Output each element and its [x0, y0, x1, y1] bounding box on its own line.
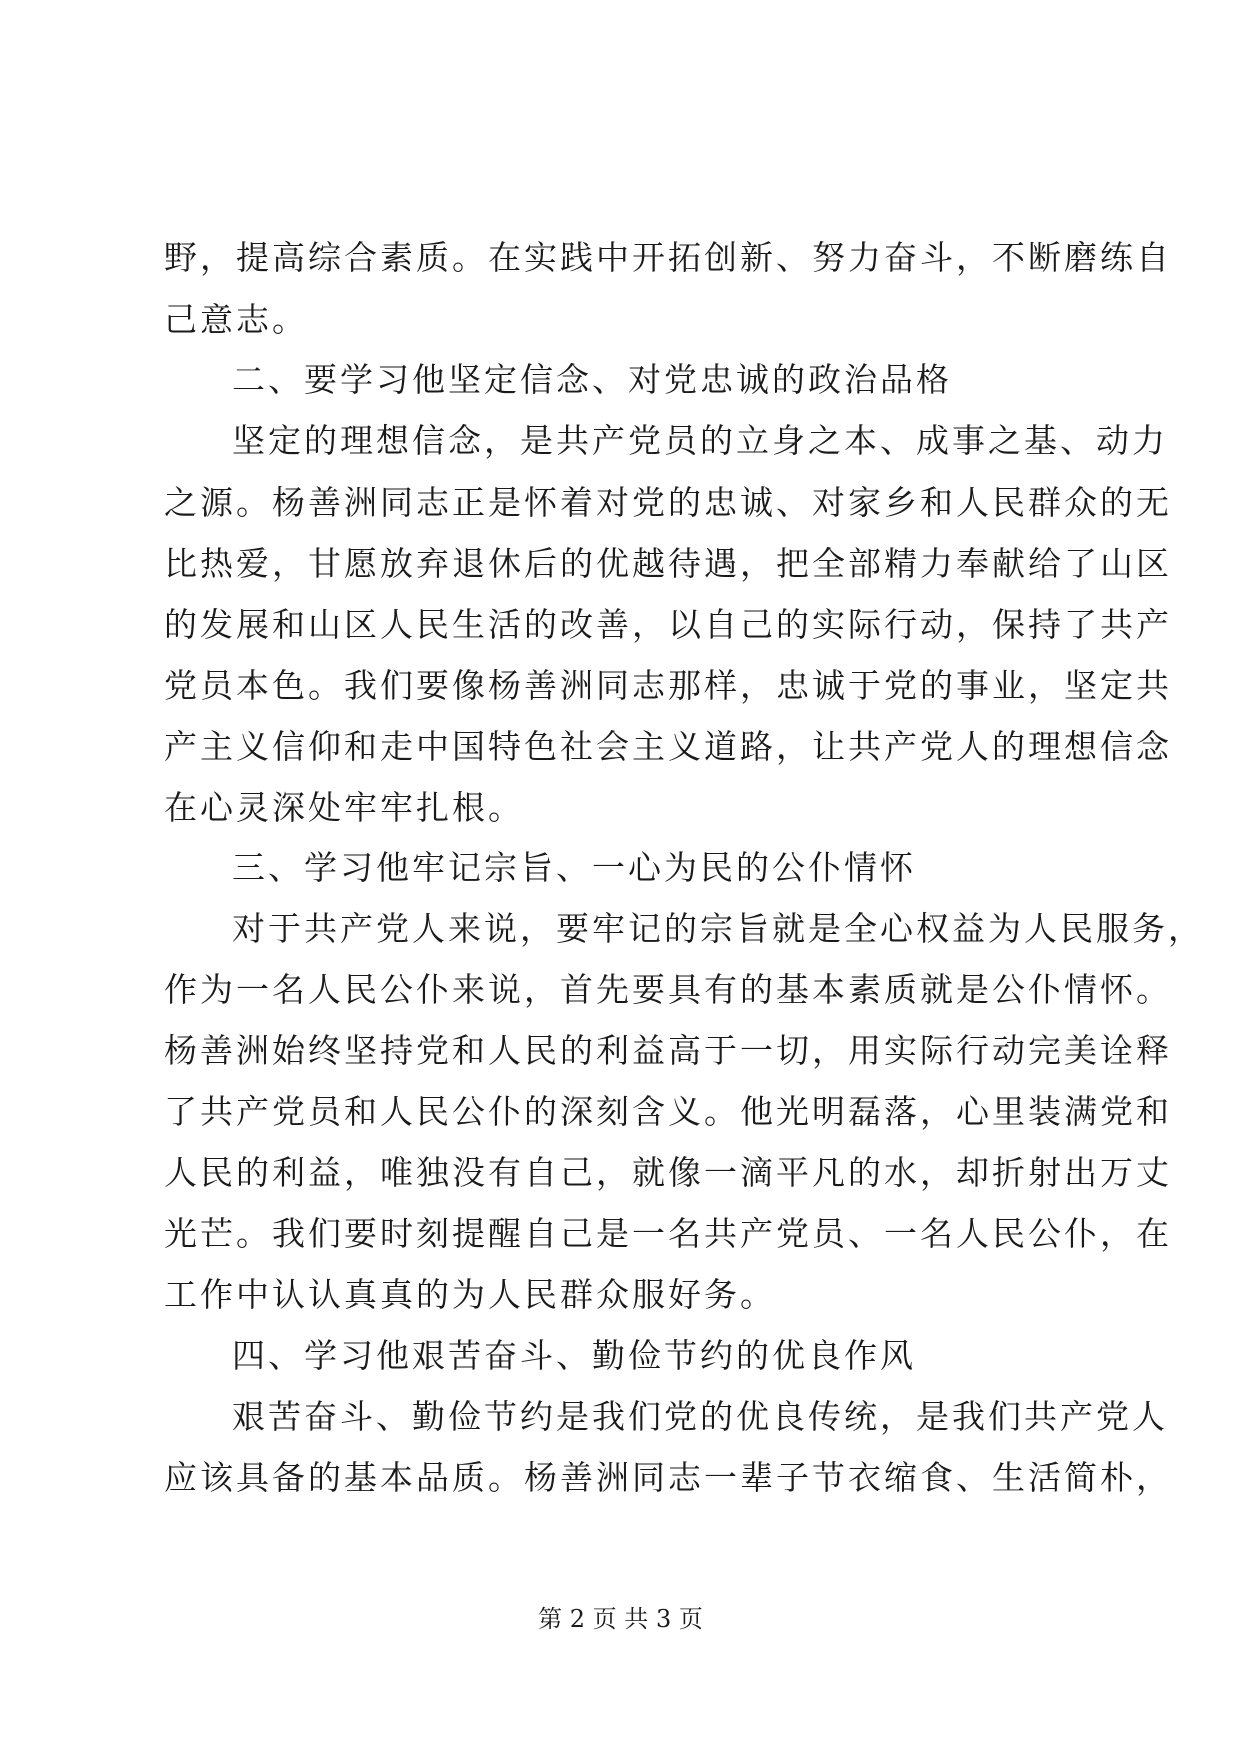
body-line: 人民的利益，唯独没有自己，就像一滴平凡的水，却折射出万丈: [164, 1153, 1172, 1192]
section-heading: 四、学习他艰苦奋斗、勤俭节约的优良作风: [232, 1336, 916, 1375]
body-line: 比热爱，甘愿放弃退休后的优越待遇，把全部精力奉献给了山区: [164, 544, 1172, 583]
body-line: 应该具备的基本品质。杨善洲同志一辈子节衣缩食、生活简朴，: [164, 1458, 1172, 1497]
section-heading: 三、学习他牢记宗旨、一心为民的公仆情怀: [232, 848, 916, 887]
body-line: 己意志。: [164, 300, 308, 339]
body-line: 野，提高综合素质。在实践中开拓创新、努力奋斗，不断磨练自: [164, 238, 1172, 277]
body-line: 产主义信仰和走中国特色社会主义道路，让共产党人的理想信念: [164, 727, 1172, 766]
body-line: 之源。杨善洲同志正是怀着对党的忠诚、对家乡和人民群众的无: [164, 483, 1172, 522]
body-line: 作为一名人民公仆来说，首先要具有的基本素质就是公仆情怀。: [164, 970, 1172, 1009]
body-line: 在心灵深处牢牢扎根。: [164, 788, 524, 827]
body-line: 对于共产党人来说，要牢记的宗旨就是全心权益为人民服务，: [232, 909, 1204, 948]
page-number-footer: 第 2 页 共 3 页: [538, 1605, 703, 1633]
body-line: 了共产党员和人民公仆的深刻含义。他光明磊落，心里装满党和: [164, 1092, 1172, 1131]
body-line: 党员本色。我们要像杨善洲同志那样，忠诚于党的事业，坚定共: [164, 666, 1172, 705]
body-line: 工作中认认真真的为人民群众服好务。: [164, 1275, 776, 1314]
body-line: 的发展和山区人民生活的改善，以自己的实际行动，保持了共产: [164, 605, 1172, 644]
section-heading: 二、要学习他坚定信念、对党忠诚的政治品格: [232, 360, 952, 399]
body-line: 艰苦奋斗、勤俭节约是我们党的优良传统，是我们共产党人: [232, 1397, 1168, 1436]
body-line: 光芒。我们要时刻提醒自己是一名共产党员、一名人民公仆，在: [164, 1214, 1172, 1253]
body-line: 杨善洲始终坚持党和人民的利益高于一切，用实际行动完美诠释: [164, 1031, 1172, 1070]
body-line: 坚定的理想信念，是共产党员的立身之本、成事之基、动力: [232, 421, 1168, 460]
